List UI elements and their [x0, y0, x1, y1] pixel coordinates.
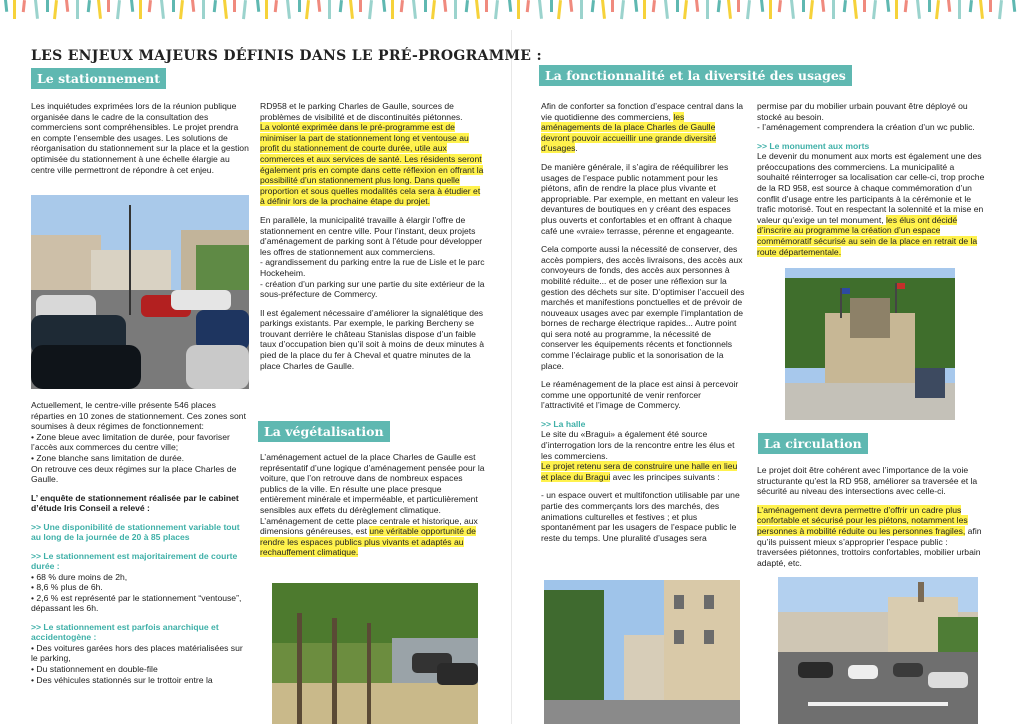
decorative-stripe [494, 0, 499, 19]
decorative-stripe [87, 0, 91, 12]
decorative-stripe [139, 0, 142, 19]
decorative-stripe [97, 0, 102, 19]
subheading-disponibilite: >> Une disponibilité de stationnement variable tout au long de la journée de 20 à 85 places [31, 521, 240, 543]
decorative-stripe [916, 0, 921, 19]
decorative-stripe [424, 0, 427, 12]
photo-trees-alley [272, 583, 478, 724]
enquete-heading: L’ enquête de stationnement réalisée par le cabinet d’étude Iris Conseil a relevé : [31, 492, 239, 514]
column-4 [757, 101, 989, 265]
decorative-stripe [832, 0, 835, 19]
decorative-stripe [526, 0, 530, 12]
vegetalisation-text: L’aménagement actuel de la place Charles de Gaulle est représentatif d’une logique d’aménagement pensée pour la voiture, que l’on retrouve dans de nombreux espaces publics de la ville. En résulte une place presque entièrement minérale et imperméable, et particulièrement sensibles aux effets du dérèglement climatique. L’aménagement de cette place centrale et historique, aux dimensions généreuses, est [260, 452, 485, 537]
decorative-stripe [979, 0, 984, 19]
decorative-stripe [431, 0, 436, 19]
highlight-circulation: L’aménagement devra permettre d’offrir un cadre plus confortable et sécurisé pour les piétons, notamment les personnes à mobilité réduite ou les personnes fragiles, [757, 504, 968, 536]
stat-item: • 8,6 % plus de 6h. [31, 582, 103, 593]
decorative-stripe [790, 0, 795, 19]
decorative-stripe [550, 0, 553, 12]
decorative-stripe [349, 0, 354, 19]
decorative-stripe [382, 0, 386, 12]
decorative-stripe [958, 0, 961, 19]
decorative-stripe [863, 0, 866, 12]
decorative-stripe [769, 0, 772, 19]
photo-parking-place [31, 195, 249, 389]
photo-circulation-place [778, 577, 978, 724]
highlight-halle: Le projet retenu sera de construire une halle en lieu et place du Bragui [541, 461, 738, 482]
decorative-stripe [809, 0, 814, 19]
column-3 [541, 101, 745, 551]
decorative-stripe [611, 0, 614, 12]
decorative-stripe [179, 0, 184, 19]
fonctionnalite-p3: Cela comporte aussi la nécessité de conserver, des accès pompiers, des accès livraisons, des accès aux convoyeurs de fonds, des accès aux personnes à mobilité réduite... et de poser une réflexion sur la gestion des déchets sur site. D’optimiser l’accueil des marchés et manifestions ponctuelles et de prévoir de nouveaux usages avec par exemple l’implantation de bornes de recharge électrique rapides... Autre point qui sera noté au programme, la nécessité de conserver les équipements récents et fonctionnels comme l’éclairage public et la sonorisation de la place. [541, 244, 745, 371]
monument-text: Le devenir du monument aux morts est également une des préoccupations des commerciens. La municipalité a souhaité réinterroger sa localisation car celle-ci, trop proche de la RD 958, est source à chaque commémoration d’un conflit d’usage entre les participants à la cérémonie et le trafic motorisé. Tout en respectant la solennité et la mise en valeur qu’exige un tel monument, [757, 151, 985, 225]
decorative-stripe [191, 0, 195, 12]
decorative-stripe [683, 0, 688, 19]
decorative-stripe [620, 0, 625, 19]
decorative-stripe [172, 0, 175, 12]
decorative-stripe [265, 0, 268, 19]
decorative-stripe [223, 0, 228, 19]
decorative-stripe [465, 0, 469, 12]
fonctionnalite-p2: De manière générale, il s’agira de rééquilibrer les usages de l’espace public notamment pour les piétons, afin de rendre la place plus vivante et appropriable. Par exemple, en mettant en valeur les devantures de boutiques en y créant des espaces plus ouverts et confortables et en offrant à chaque café une «vraie» terrasse, pérenne et engageante. [541, 161, 739, 236]
subheading-courte-duree: >> Le stationnement est majoritairement de courte durée : [31, 550, 238, 572]
decorative-stripe [148, 0, 152, 12]
decorative-stripe [969, 0, 973, 12]
decorative-stripe [569, 0, 573, 12]
column-4-circulation [757, 465, 989, 576]
decorative-stripe [242, 0, 247, 19]
decorative-stripe [652, 0, 656, 12]
highlight-volonte: La volonté exprimée dans le pré-programme est de minimiser la part de stationnement long et ventouse au profit du stationnement de courte durée, utile aux commerces et aux services de santé. Les résidents seront également pris en compte dans cette réflexion en offrant la possibilité d’un stationnement plus long. Dans quelle proportion et sous quelles modalités cela sera à étudier et à définir lors de la prochaine étape du projet. [260, 122, 484, 207]
decorative-stripe [601, 0, 606, 19]
page-title: LES ENJEUX MAJEURS DÉFINIS DANS LE PRÉ-PROGRAMME : [31, 48, 542, 64]
header-fonctionnalite: La fonctionnalité et la diversité des usages [539, 65, 852, 86]
photo-bragui-street [544, 580, 740, 724]
decorative-stripe [935, 0, 940, 19]
page-divider [511, 30, 512, 724]
decorative-stripe [400, 0, 404, 12]
decorative-stripe [706, 0, 709, 19]
subheading-halle: >> La halle [541, 419, 586, 430]
stat-item: • 68 % dure moins de 2h, [31, 571, 128, 582]
subheading-monument: >> Le monument aux morts [757, 140, 870, 151]
decorative-stripe [160, 0, 165, 19]
decorative-stripe [778, 0, 782, 12]
header-stationnement: Le stationnement [31, 68, 166, 89]
halle-p1: Le site du «Bragui» a également été source d’interrogation lors de la rencontre entre les élus et les commerciens. [541, 429, 735, 461]
decorative-stripe [643, 0, 646, 19]
decorative-stripe [853, 0, 858, 19]
decorative-stripe [737, 0, 740, 12]
decorative-stripe [130, 0, 134, 12]
circulation-p2: afin qu’ils puissent mieux s’approprier l’espace public : traversées piétonnes, trottoirs confortables, mobilier urbain adapté, etc. [757, 525, 982, 568]
col2-signaletique: Il est également nécessaire d’améliorer la signalétique des parkings existants. Par exemple, le parking Bercheny se trouvant derrière le château Stanislas dispose d’un faible taux d’occupation bien qu’il soit à moins de deux minutes à pied de la place du fer à Cheval et quatre minutes de la place Charles de Gaulle. [260, 307, 485, 371]
column-2 [260, 101, 485, 379]
decorative-stripe [298, 0, 301, 12]
decorative-stripe [557, 0, 562, 19]
decorative-stripe [746, 0, 751, 19]
circulation-p1: Le projet doit être cohérent avec l’importance de la voie structurante qu’est la RD 958, améliorer sa traversée et la sécurité au niveau des intersections avec celle-ci. [757, 465, 978, 497]
decorative-stripe [107, 0, 110, 12]
decorative-stripe [359, 0, 362, 12]
decorative-stripe [591, 0, 595, 12]
decorative-stripe [443, 0, 447, 12]
decorative-stripe [872, 0, 877, 19]
decorative-stripe [634, 0, 638, 12]
decorative-stripe [760, 0, 764, 12]
decorative-stripe [256, 0, 260, 12]
col4-top-text: permise par du mobilier urbain pouvant être déployé ou stocké au besoin. [757, 101, 968, 122]
decorative-stripe [65, 0, 69, 12]
subheading-anarchique: >> Le stationnement est parfois anarchique et accidentogène : [31, 621, 219, 643]
decorative-stripe [802, 0, 805, 12]
list-item: - agrandissement du parking entre la rue de Lisle et le parc Hockeheim. [260, 257, 485, 278]
stationnement-intro: Les inquiétudes exprimées lors de la réunion publique organisée dans le cadre de la consultation des commerciens sont compréhensibles. Le projet prendra en compte l’ensemble des usages. Les solutions de réorganisation du stationnement sur la place et la gestion optimisée du stationnement à une échelle élargie au centre ville permettront de répondre à cet enjeu. [31, 101, 249, 175]
decorative-stripe [53, 0, 58, 19]
highlight-monument: les élus ont décidé d’inscrire au programme la création d’un espace commémoratif sécurisé au sein de la place en retrait de la route départementale. [757, 214, 978, 257]
decorative-stripe [213, 0, 217, 12]
decorative-stripe [22, 0, 26, 12]
decorative-stripe [454, 0, 457, 19]
decorative-stripe [368, 0, 373, 19]
decorative-stripe [508, 0, 512, 12]
decorative-stripe [676, 0, 679, 12]
fonctionnalite-intro: Afin de conforter sa fonction d’espace central dans la vie quotidienne des commerciens, [541, 101, 744, 122]
decorative-stripe [947, 0, 951, 12]
stationnement-actuel: Actuellement, le centre-ville présente 546 places réparties en 10 zones de stationnement. Ces zones sont soumises à deux régimes de fonctionnement: [31, 400, 246, 432]
decorative-stripe [821, 0, 825, 12]
decorative-stripe [1012, 0, 1016, 12]
stat-item: • 2,6 % est représenté par le stationnement “ventouse”, dépassant les 6h. [31, 592, 242, 614]
decorative-stripes [0, 0, 1024, 40]
list-item: - création d’un parking sur une partie du site extérieur de la sous-préfecture de Commercy. [260, 278, 485, 300]
col4-wc: - l’aménagement comprendera la création d’un wc public. [757, 122, 975, 133]
highlight-vegetalisation: une véritable opportunité de rendre les espaces publics plus vivants et adaptés au rechauffement climatique. [260, 526, 476, 558]
decorative-stripe [274, 0, 278, 12]
decorative-stripe [202, 0, 205, 19]
column-1-lower [31, 400, 249, 685]
highlight-usages: les aménagements de la place Charles de Gaulle devront pouvoir accueillir une grande diversité d’usages [541, 111, 717, 154]
halle-p2: - un espace ouvert et multifonction utilisable par une partie des commerçants lors des marchés, des animations culturelles et festives ; et plus spontanément par les usagers de l’espace public le reste du temps. Une pluralité d’usages sera [541, 490, 740, 543]
fonctionnalite-p4: Le réaménagement de la place est ainsi à percevoir comme une opportunité de venir renforcer l’attractivité et l’image de Commercy. [541, 379, 739, 411]
decorative-stripe [717, 0, 721, 12]
decorative-stripe [485, 0, 488, 12]
decorative-stripe [233, 0, 236, 12]
decorative-stripe [76, 0, 79, 19]
decorative-stripe [538, 0, 543, 19]
list-item: • Du stationnement en double-file [31, 663, 158, 674]
decorative-stripe [886, 0, 890, 12]
column-1 [31, 101, 249, 183]
decorative-stripe [13, 0, 16, 19]
decorative-stripe [895, 0, 898, 19]
col2-top-text: RD958 et le parking Charles de Gaulle, sources de problèmes de visibilité et de discontinuités piétonnes. [260, 101, 463, 122]
decorative-stripe [34, 0, 39, 19]
column-2-vegetalisation [260, 452, 485, 566]
decorative-stripe [843, 0, 847, 12]
photo-monument-aux-morts [785, 268, 955, 420]
header-vegetalisation: La végétalisation [258, 421, 390, 442]
decorative-stripe [727, 0, 732, 19]
decorative-stripe [475, 0, 480, 19]
decorative-stripe [339, 0, 343, 12]
decorative-stripe [517, 0, 520, 19]
decorative-stripe [4, 0, 8, 12]
decorative-stripe [412, 0, 417, 19]
decorative-stripe [328, 0, 331, 19]
decorative-stripe [286, 0, 291, 19]
decorative-stripe [580, 0, 583, 19]
decorative-stripe [305, 0, 310, 19]
col2-parallele: En parallèle, la municipalité travaille à élargir l’offre de stationnement en centre ville. Pour l’instant, deux projets d’aménagement de parking sont à l’étude pour développer les offres de stationnement aux commerciens. [260, 214, 483, 257]
decorative-stripe [904, 0, 908, 12]
decorative-stripe [998, 0, 1003, 19]
decorative-stripe [695, 0, 699, 12]
header-circulation: La circulation [758, 433, 868, 454]
period: . [575, 143, 578, 154]
list-item: • Des voitures garées hors des places matérialisées sur le parking, [31, 642, 243, 664]
decorative-stripe [391, 0, 394, 19]
list-item: • Des véhicules stationnés sur le trottoir entre la [31, 674, 213, 685]
zone-blanche-item: • Zone blanche sans limitation de durée. [31, 452, 185, 463]
regimes-text: On retrouve ces deux régimes sur la place Charles de Gaulle. [31, 463, 237, 485]
decorative-stripe [928, 0, 931, 12]
decorative-stripe [46, 0, 49, 12]
decorative-stripe [664, 0, 669, 19]
zone-bleue-item: • Zone bleue avec limitation de durée, pour favoriser l’accès aux commerces du centre ville; [31, 431, 230, 453]
decorative-stripe [116, 0, 121, 19]
decorative-stripe [989, 0, 992, 12]
decorative-stripe [317, 0, 321, 12]
halle-principes: avec les principes suivants : [610, 471, 720, 482]
